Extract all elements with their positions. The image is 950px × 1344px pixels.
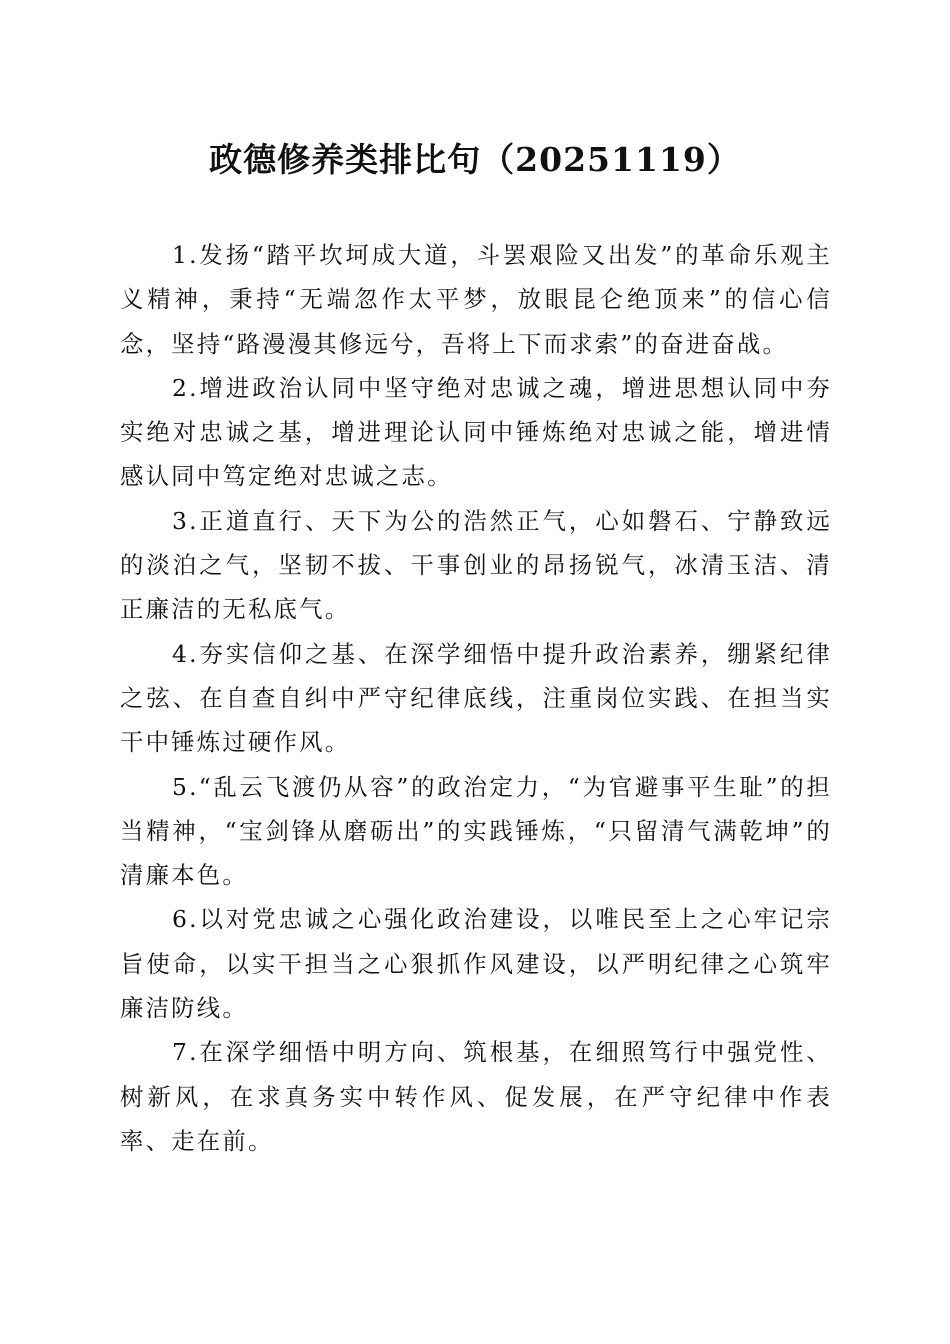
document-body — [120, 233, 832, 1163]
paragraph-1: 1.发扬“踏平坎坷成大道，斗罢艰险又出发”的革命乐观主义精神，秉持“无端忽作太平梦，放眼昆仑绝顶来”的信心信念，坚持“路漫漫其修远兮，吾将上下而求索”的奋进奋战。 — [120, 241, 832, 358]
document-title: 政德修养类排比句（20251119） — [209, 140, 741, 179]
paragraph-5: 5.“乱云飞渡仍从容”的政治定力，“为官避事平生耻”的担当精神，“宝剑锋从磨砺出”的实践锤炼，“只留清气满乾坤”的清廉本色。 — [120, 772, 832, 890]
paragraph-4: 4.夯实信仰之基、在深学细悟中提升政治素养，绷紧纪律之弦、在自查自纠中严守纪律底线，注重岗位实践、在担当实干中锤炼过硬作风。 — [120, 639, 832, 757]
paragraph-6: 6.以对党忠诚之心强化政治建设，以唯民至上之心牢记宗旨使命，以实干担当之心狠抓作风建设，以严明纪律之心筑牢廉洁防线。 — [120, 905, 832, 1023]
paragraph-2: 2.增进政治认同中坚守绝对忠诚之魂，增进思想认同中夯实绝对忠诚之基，增进理论认同中锤炼绝对忠诚之能，增进情感认同中笃定绝对忠诚之志。 — [120, 373, 832, 491]
paragraph-3: 3.正道直行、天下为公的浩然正气，心如磐石、宁静致远的淡泊之气，坚韧不拔、干事创业的昂扬锐气，冰清玉洁、清正廉洁的无私底气。 — [120, 506, 832, 624]
paragraph-7: 7.在深学细悟中明方向、筑根基，在细照笃行中强党性、树新风，在求真务实中转作风、促发展，在严守纪律中作表率、走在前。 — [120, 1038, 832, 1155]
